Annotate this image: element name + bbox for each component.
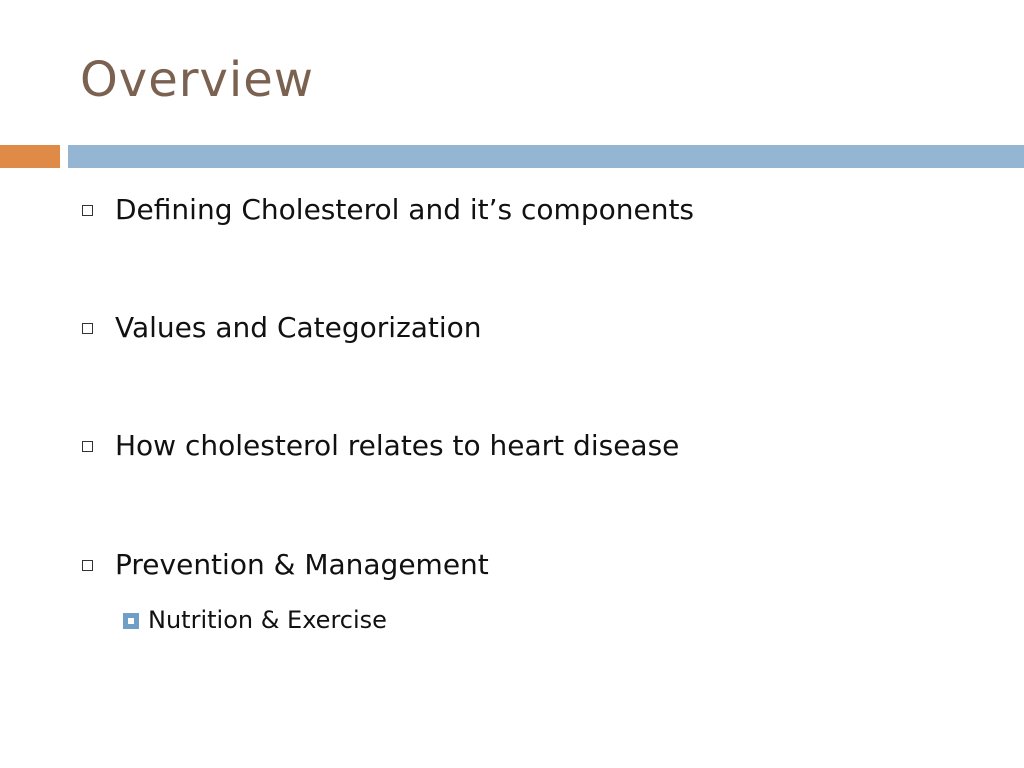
hollow-square-icon [82,205,93,216]
hollow-square-icon [82,560,93,571]
hollow-square-icon [82,323,93,334]
filled-square-icon [123,613,139,629]
bullet-item [82,311,482,344]
bullet-text: Values and Categorization [115,311,482,344]
sub-bullet-text: Nutrition & Exercise [148,606,387,634]
hollow-square-icon [82,441,93,452]
bullet-text: Prevention & Management [115,548,489,581]
bullet-item [82,548,489,581]
bullet-text: How cholesterol relates to heart disease [115,429,680,462]
bullet-text: Defining Cholesterol and it’s components [115,193,695,226]
slide-title: Overview [80,52,314,108]
bullet-item [82,193,694,226]
bullet-item [82,429,679,462]
sub-bullet-item [123,606,387,634]
